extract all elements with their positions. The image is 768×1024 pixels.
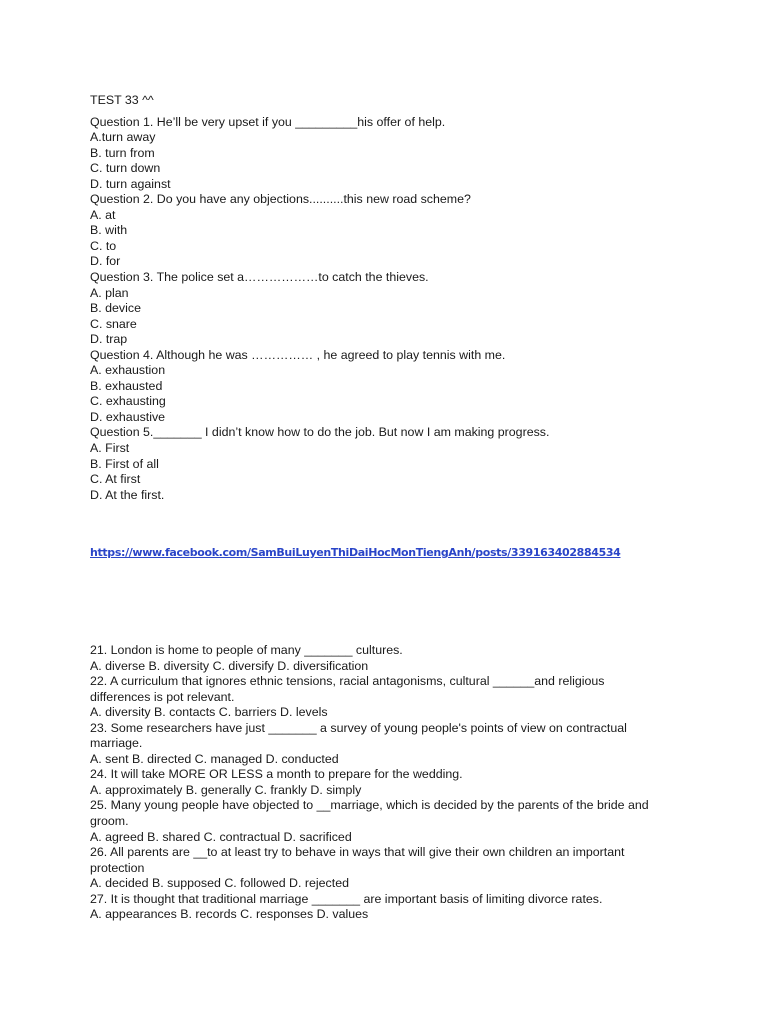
options-27: A. appearances B. records C. responses D. values <box>90 907 369 922</box>
option: C. snare <box>90 316 137 331</box>
option: D. At the first. <box>90 487 165 502</box>
option: C. exhausting <box>90 394 166 409</box>
question-27: 27. It is thought that traditional marriage _______ are important basis of limiting divorce rates. <box>90 891 603 906</box>
question-2: Question 2. Do you have any objections..........this new road scheme? <box>90 192 471 207</box>
option: A. exhaustion <box>90 363 166 378</box>
option: A. at <box>90 207 116 222</box>
option: C. At first <box>90 472 141 487</box>
question-25: 25. Many young people have objected to __marriage, which is decided by the parents of the bride and groom. <box>90 798 649 829</box>
option: D. for <box>90 254 121 269</box>
option: B. with <box>90 223 128 238</box>
option: B. turn from <box>90 145 155 160</box>
option: B. First of all <box>90 456 159 471</box>
question-3: Question 3. The police set a………………to catch the thieves. <box>90 270 429 285</box>
test-title: TEST 33 ^^ <box>90 93 154 107</box>
option: C. turn down <box>90 161 161 176</box>
link-block <box>90 543 690 561</box>
option: A.turn away <box>90 130 156 145</box>
options-25: A. agreed B. shared C. contractual D. sacrificed <box>90 829 352 844</box>
option: D. trap <box>90 332 128 347</box>
options-26: A. decided B. supposed C. followed D. rejected <box>90 876 349 891</box>
option: B. exhausted <box>90 378 163 393</box>
option: D. turn against <box>90 176 171 191</box>
document-page <box>90 93 690 561</box>
questions-part-2 <box>90 643 660 923</box>
facebook-link[interactable]: https://www.facebook.com/SamBuiLuyenThiDaiHocMonTiengAnh/posts/339163402884534 <box>90 546 621 560</box>
question-26: 26. All parents are __to at least try to behave in ways that will give their own children an important protection <box>90 845 625 875</box>
option: A. First <box>90 441 130 456</box>
options-22: A. diversity B. contacts C. barriers D. levels <box>90 705 328 720</box>
option: B. device <box>90 301 141 316</box>
question-5: Question 5._______ I didn’t know how to do the job. But now I am making progress. <box>90 425 550 440</box>
option: A. plan <box>90 285 129 300</box>
question-24: 24. It will take MORE OR LESS a month to prepare for the wedding. <box>90 767 463 782</box>
question-23: 23. Some researchers have just _______ a survey of young people's points of view on contractual marriage. <box>90 720 627 751</box>
questions-part-1 <box>90 115 690 504</box>
options-21: A. diverse B. diversity C. diversify D. diversification <box>90 658 369 673</box>
question-22: 22. A curriculum that ignores ethnic tensions, racial antagonisms, cultural ______and religious differences is pot relevant. <box>90 674 605 704</box>
options-23: A. sent B. directed C. managed D. conducted <box>90 751 339 766</box>
question-1: Question 1. He’ll be very upset if you _________his offer of help. <box>90 114 446 129</box>
option: D. exhaustive <box>90 409 166 424</box>
question-4: Question 4. Although he was …………… , he agreed to play tennis with me. <box>90 347 506 362</box>
option: C. to <box>90 238 117 253</box>
options-24: A. approximately B. generally C. frankly D. simply <box>90 782 362 797</box>
question-21: 21. London is home to people of many _______ cultures. <box>90 643 403 657</box>
